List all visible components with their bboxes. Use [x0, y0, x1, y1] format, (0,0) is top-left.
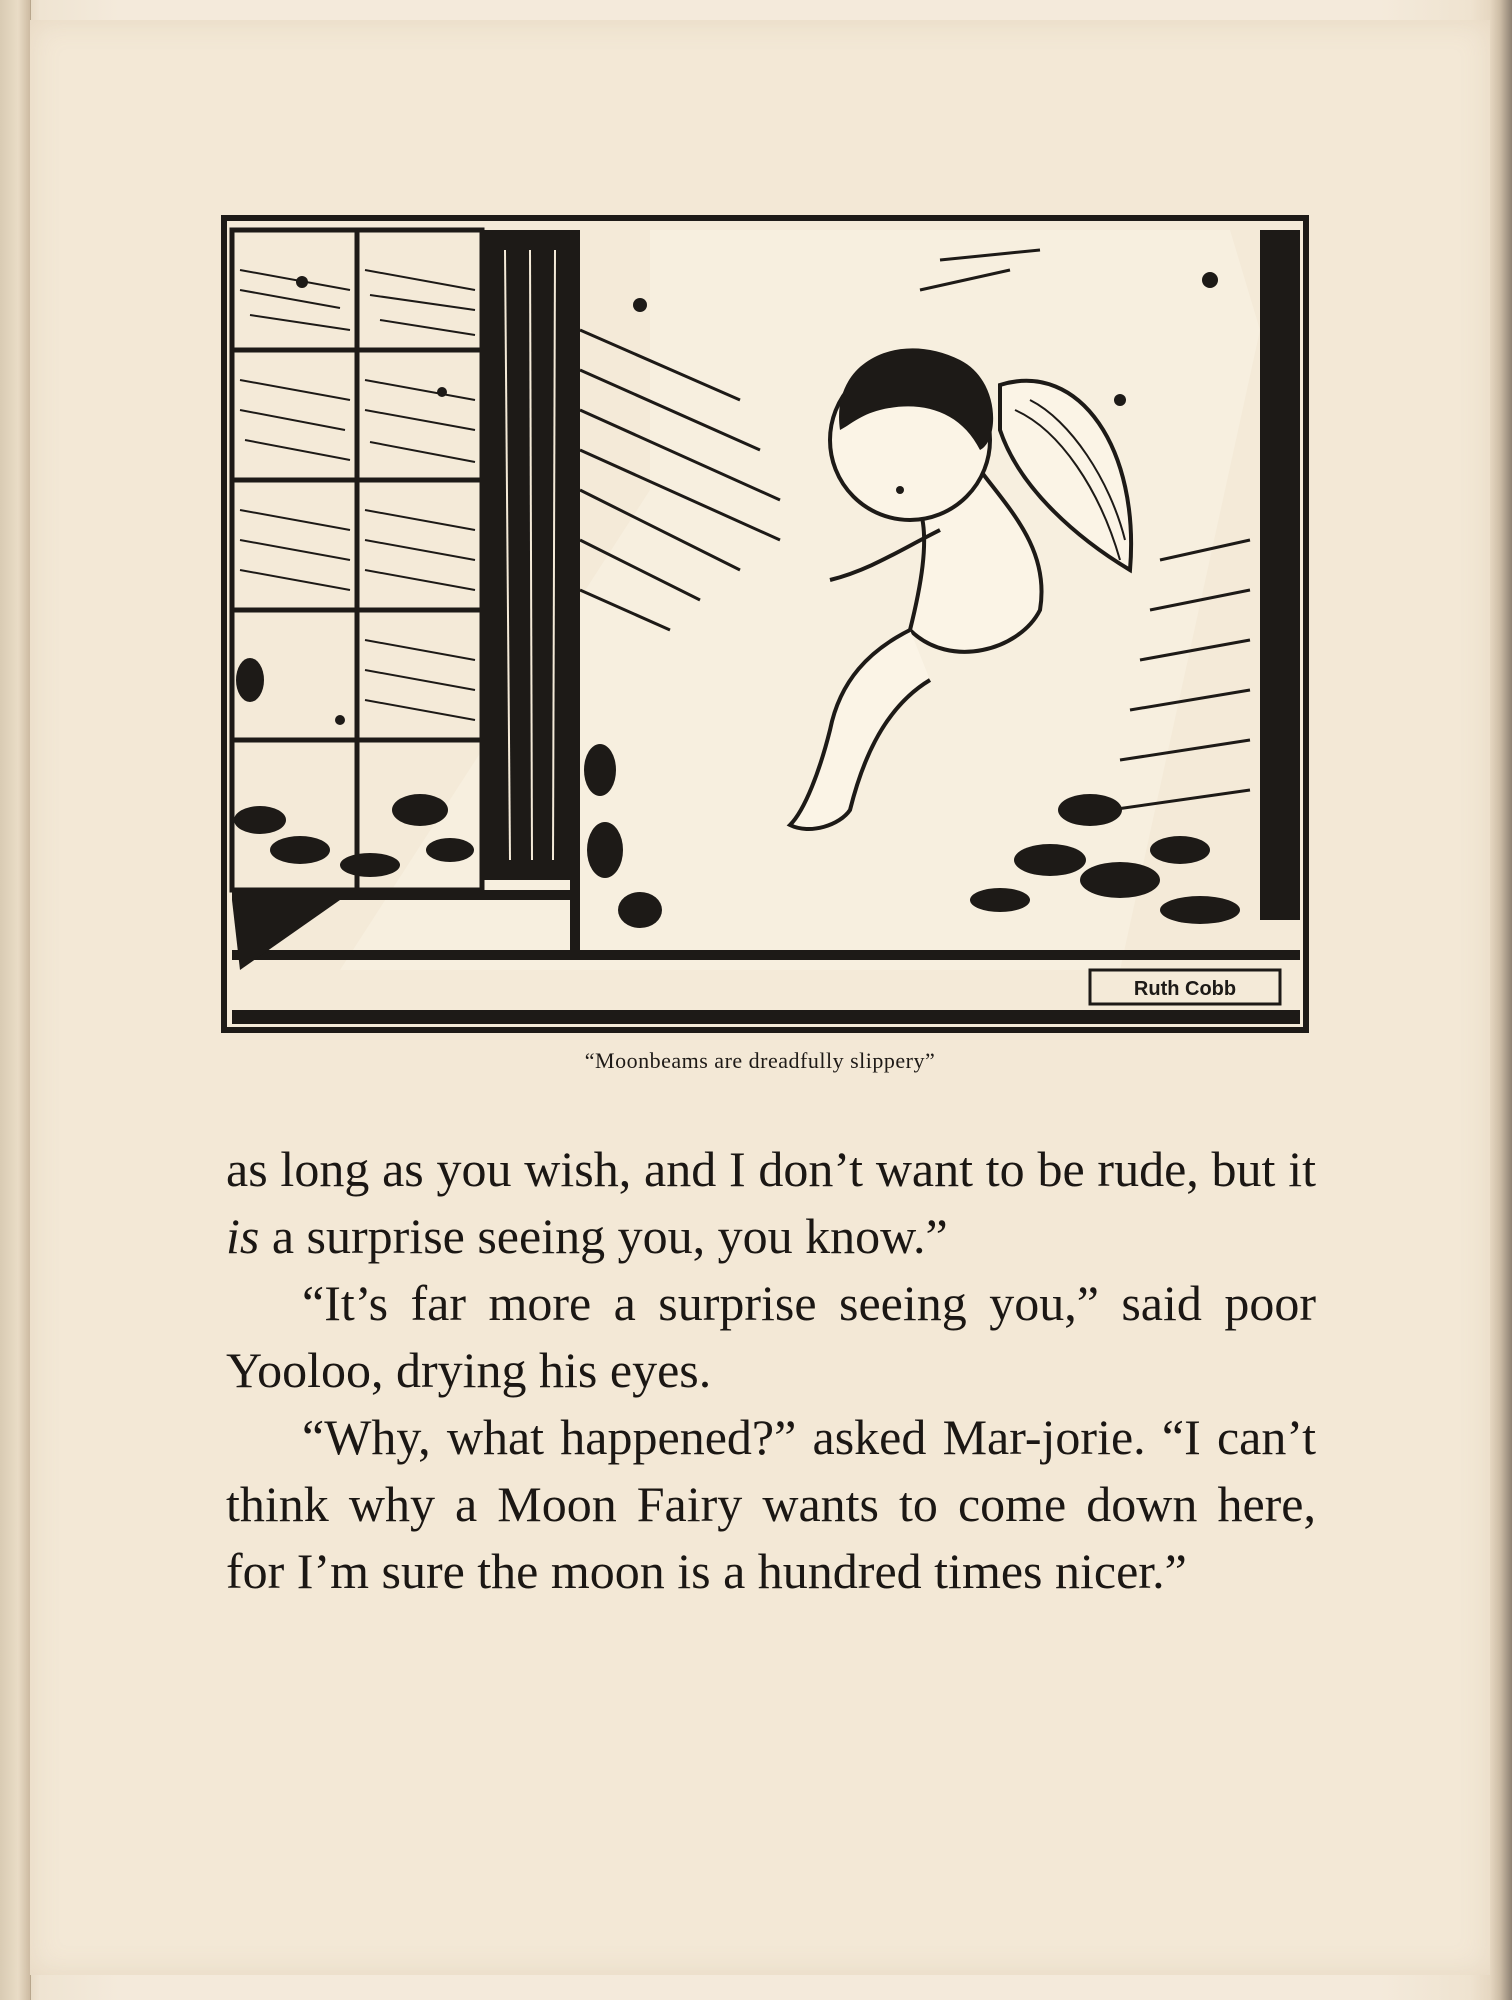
book-page: [30, 20, 1490, 1975]
right-pillar: [1260, 230, 1300, 920]
artist-signature: Ruth Cobb: [1133, 978, 1237, 1000]
illustration-moon-fairy: [220, 210, 1310, 1040]
door-frame: [570, 230, 580, 950]
story-text: [226, 1136, 1316, 1605]
illustration-caption: “Moonbeams are dreadfully slippery”: [584, 1048, 936, 1073]
floor-line: [232, 950, 1300, 960]
window-sill: [232, 890, 572, 900]
floor-base: [232, 1010, 1300, 1024]
woodcut-illustration: [220, 210, 1310, 1040]
paragraph-2: “It’s far more a surprise seeing you,” said poor Yooloo, drying his eyes.: [226, 1275, 1316, 1398]
paragraph-3: “Why, what happened?” asked Mar-jorie. “I can’t think why a Moon Fairy wants to come down here, for I’m sure the moon is a hundred times nicer.”: [226, 1409, 1316, 1599]
paragraph-1-part-1: as long as you wish, and I don’t want to be rude, but it: [226, 1141, 1316, 1197]
fairy-eye: [896, 486, 904, 494]
paragraph-1-part-2: a surprise seeing you, you know.”: [259, 1208, 948, 1264]
paragraph-1: [226, 1136, 1316, 1270]
book-spine: [0, 0, 31, 2000]
paragraph-1-emphasis: is: [226, 1208, 260, 1264]
